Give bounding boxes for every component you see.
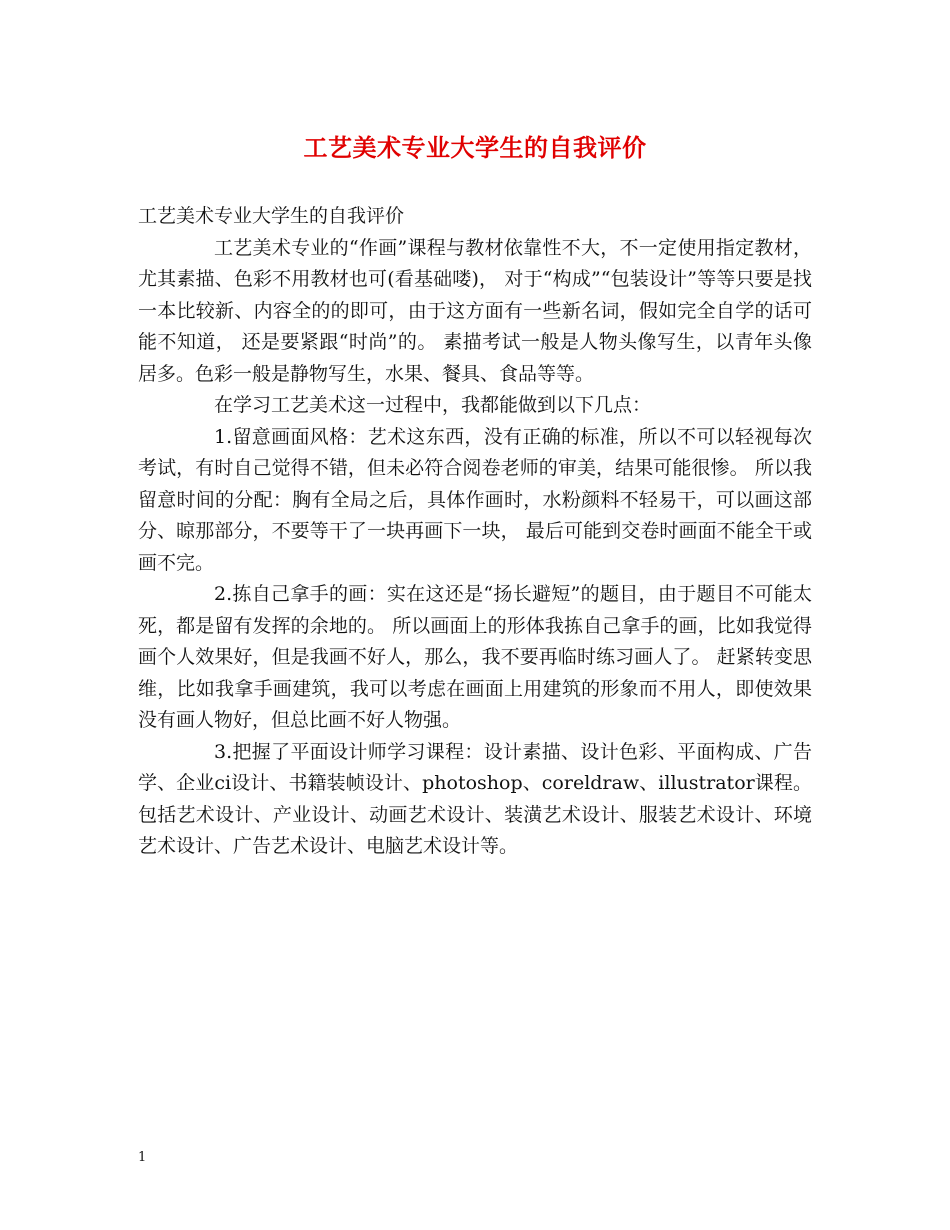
paragraph-lead: 在学习工艺美术这一过程中，我都能做到以下几点： — [214, 394, 652, 416]
paragraph-intro: 工艺美术专业的“作画”课程与教材依靠性不大，不一定使用指定教材，尤其素描、色彩不用教材也可(看基础喽)， 对于“构成”“包装设计”等等只要是找一本比较新、内容全的的即可，由于这方面有一些新名词，假如完全自学的话可能不知道， 还是要紧跟“时尚”的。 素描考试一般是人物头像写生，以青年头像居多。色彩一般是静物写生，水果、餐具、食品等等。 — [138, 236, 812, 385]
body-subtitle: 工艺美术专业大学生的自我评价 — [138, 205, 405, 227]
paragraph-point-3: 3.把握了平面设计师学习课程：设计素描、设计色彩、平面构成、广告学、企业ci设计、书籍装帧设计、photoshop、coreldraw、illustrator课程。 包括艺术设计、产业设计、动画艺术设计、装潢艺术设计、服装艺术设计、环境艺术设计、广告艺术设计、电脑艺术设计等。 — [138, 740, 812, 857]
document-body — [138, 201, 812, 863]
paragraph-point-1: 1.留意画面风格：艺术这东西，没有正确的标准，所以不可以轻视每次考试，有时自己觉得不错，但未必符合阅卷老师的审美，结果可能很惨。 所以我留意时间的分配：胸有全局之后，具体作画时，水粉颜料不轻易干，可以画这部分、晾那部分，不要等干了一块再画下一块， 最后可能到交卷时画面不能全干或画不完。 — [138, 425, 812, 574]
paragraph-point-2: 2.拣自己拿手的画：实在这还是“扬长避短”的题目，由于题目不可能太死，都是留有发挥的余地的。 所以画面上的形体我拣自己拿手的画，比如我觉得画个人效果好，但是我画不好人，那么，我不要再临时练习画人了。 赶紧转变思维，比如我拿手画建筑，我可以考虑在画面上用建筑的形象而不用人，即使效果没有画人物好，但总比画不好人物强。 — [138, 583, 812, 731]
page-number: 1 — [138, 1150, 147, 1165]
document-title: 工艺美术专业大学生的自我评价 — [303, 133, 647, 162]
